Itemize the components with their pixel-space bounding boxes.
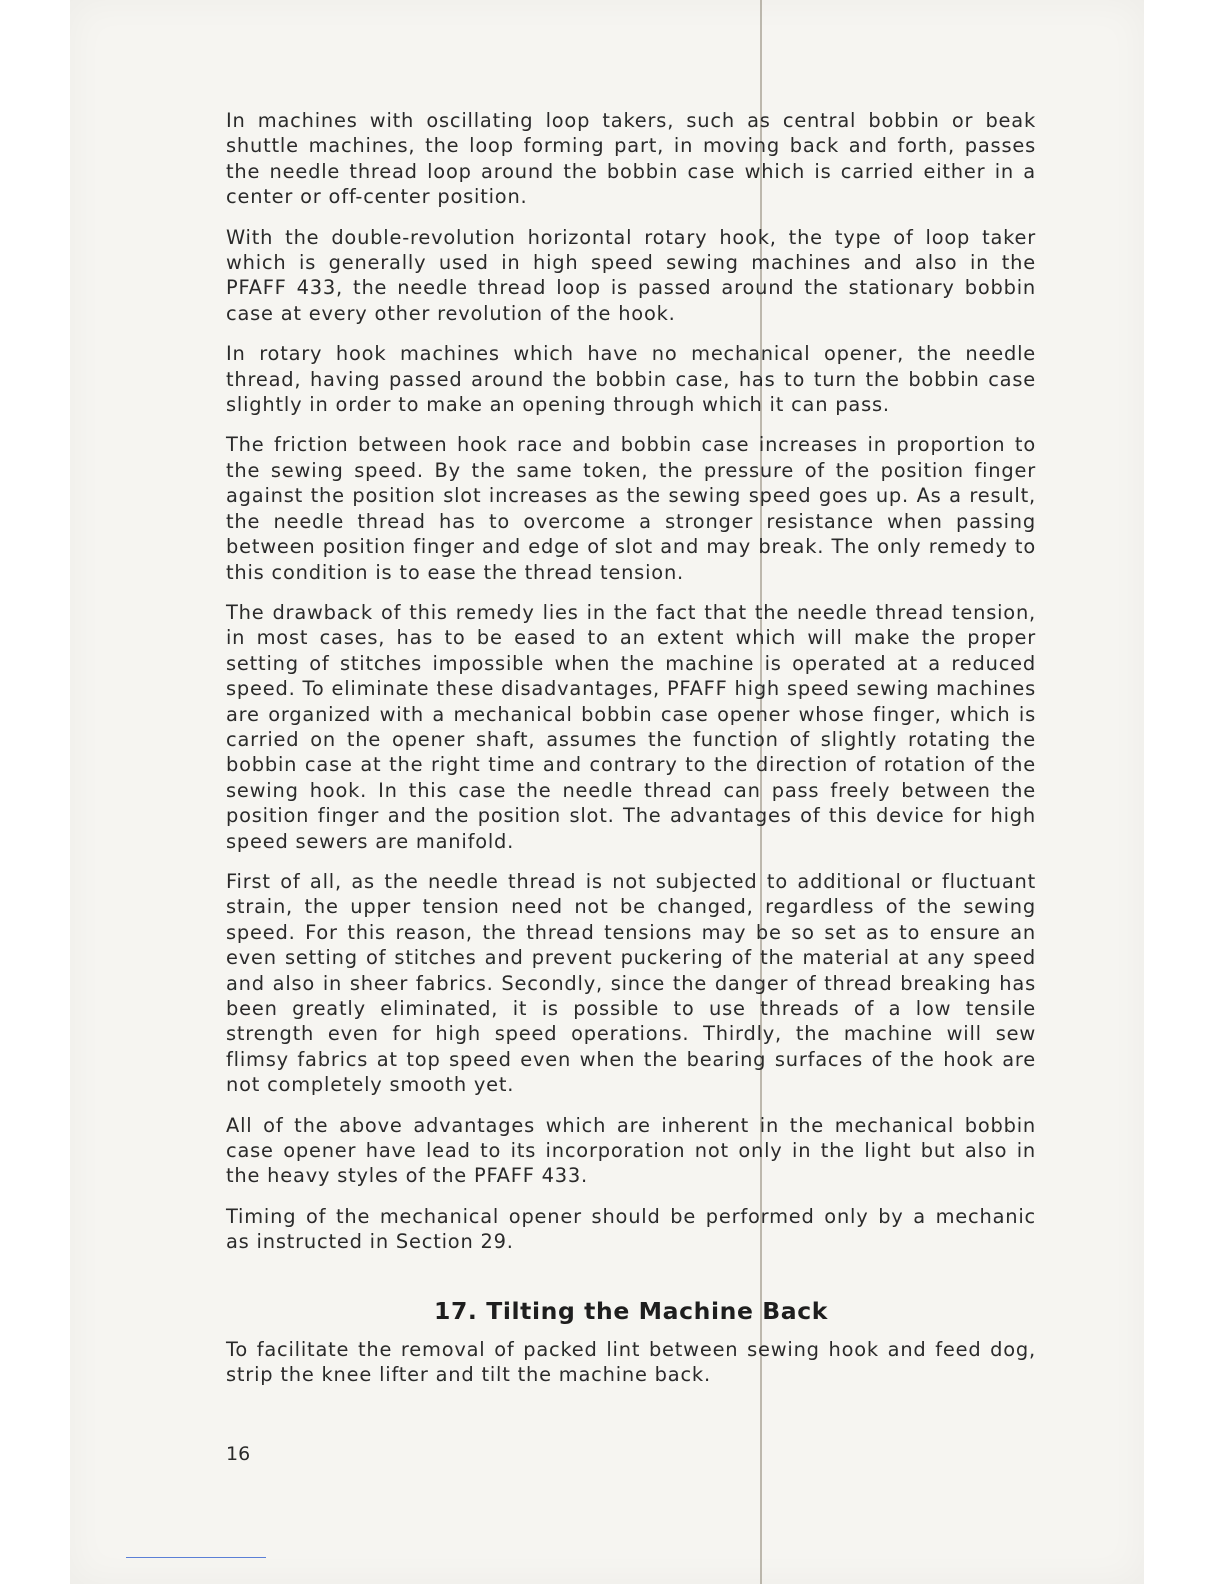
paragraph-incorporation: All of the above advantages which are inherent in the mechanical bobbin case opener have lead to its incorporation not only in the light but also in the heavy styles of the PFAFF 433. — [226, 1113, 1036, 1188]
paragraph-drawback: The drawback of this remedy lies in the fact that the needle thread tension, in most cases, has to be eased to an extent which will make the proper setting of stitches impossible when the machine is operated at a reduced speed. To eliminate these disadvantages, PFAFF high speed sewing machines are organized with a mechanical bobbin case opener whose finger, which is carried on the opener shaft, assumes the function of slightly rotating the bobbin case at the right time and contrary to the direction of rotation of the sewing hook. In this case the needle thread can pass freely between the position finger and the position slot. The advantages of this device for high speed sewers are manifold. — [226, 600, 1036, 853]
paragraph-oscillating-loop-takers: In machines with oscillating loop takers, such as central bobbin or beak shuttle machines, the loop forming part, in moving back and forth, passes the needle thread loop around the bobbin case which is carried either in a center or off-center position. — [226, 109, 1036, 209]
bottom-rule — [126, 1557, 266, 1558]
paragraph-no-mechanical-opener: In rotary hook machines which have no mechanical opener, the needle thread, having passed around the bobbin case, has to turn the bobbin case slightly in order to make an opening through which it can pass. — [226, 342, 1036, 417]
paragraph-friction: The friction between hook race and bobbin case increases in proportion to the sewing speed. By the same token, the pressure of the position finger against the position slot increases as the sewing speed goes up. As a result, the needle thread has to overcome a stronger resistance when passing between position finger and edge of slot and may break. The only remedy to this condition is to ease the thread tension. — [226, 433, 1036, 584]
page-content — [226, 108, 1036, 1402]
paragraph-advantages: First of all, as the needle thread is not subjected to additional or fluctuant strain, the upper tension need not be changed, regardless of the sewing speed. For this reason, the thread tensions may be so set as to ensure an even setting of stitches and prevent puckering of the material at any speed and also in sheer fabrics. Secondly, since the danger of thread breaking has been greatly eliminated, it is possible to use threads of a low tensile strength even for high speed operations. Thirdly, the machine will sew flimsy fabrics at top speed even when the bearing surfaces of the hook are not completely smooth yet. — [226, 869, 1036, 1097]
section-heading: 17. Tilting the Machine Back — [434, 1296, 828, 1325]
paragraph-rotary-hook: With the double-revolution horizontal rotary hook, the type of loop taker which is generally used in high speed sewing machines and also in the PFAFF 433, the needle thread loop is passed around the stationary bobbin case at every other revolution of the hook. — [226, 225, 1036, 325]
section-paragraph: To facilitate the removal of packed lint between sewing hook and feed dog, strip the knee lifter and tilt the machine back. — [226, 1337, 1036, 1387]
page-number: 16 — [226, 1443, 251, 1465]
paragraph-timing: Timing of the mechanical opener should be performed only by a mechanic as instructed in Section 29. — [226, 1204, 1036, 1254]
